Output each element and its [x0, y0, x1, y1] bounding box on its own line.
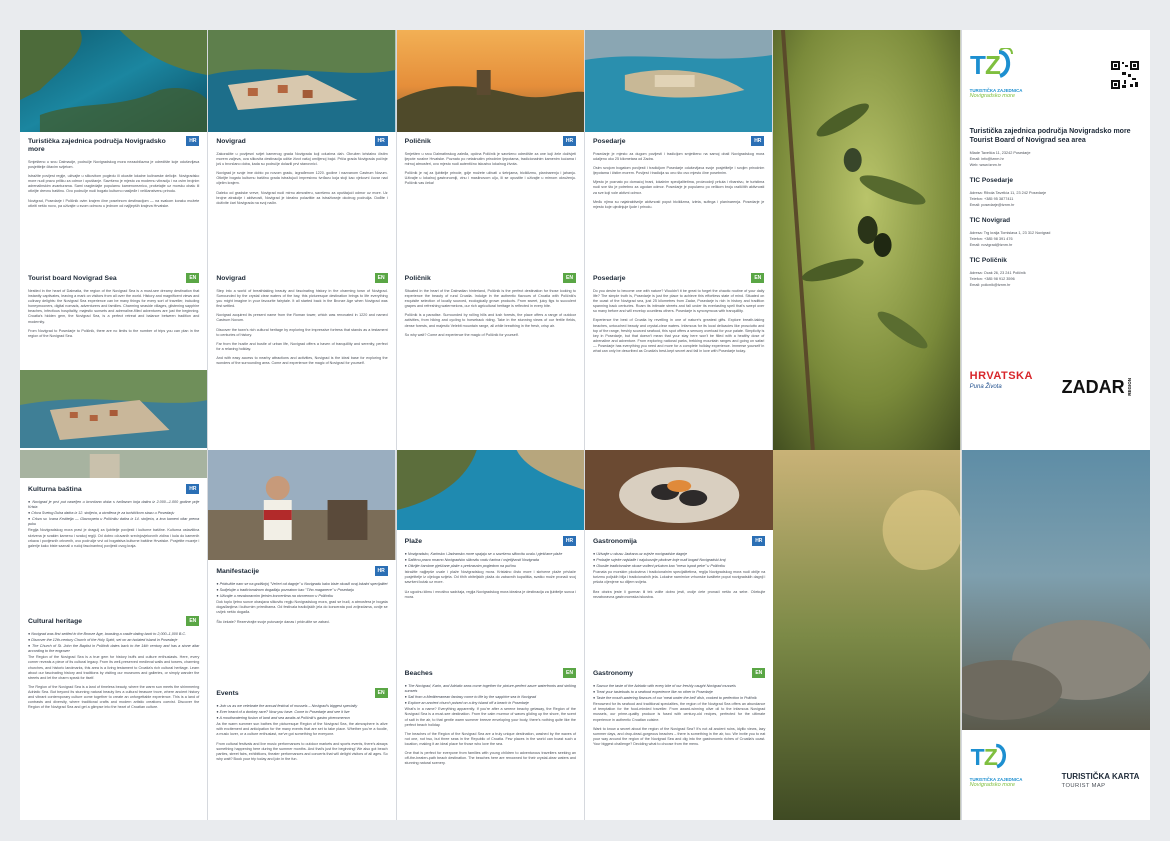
- sea-rocks-photo: [962, 450, 1150, 730]
- bullet-item: ● Crkva sv. Ivana Krstitelja — Glavocpeta u Poličniku datira iz 14. stoljeća, a ima kameni oltar prema puku: [28, 517, 200, 527]
- section-title: Cultural heritage: [28, 618, 83, 625]
- section-title: Poličnik: [404, 138, 431, 145]
- bullet-item: ● Join us as we celebrate the annual festival of mussels – Novigrad's biggest specialty: [216, 704, 358, 708]
- section-title: Posedarje: [592, 275, 626, 282]
- paragraph: Renowned for its seafood and traditional specialties, the region of the Novigrad Sea offers an abundance of temptation for the food-minded traveller. From award-winning olive oil to the infamous Novigrad mussels, our prime-quality produce is fused with century-old recipes, perfected for the ultimate experience in authentic Croatian cuisine.: [592, 702, 766, 722]
- paragraph: Dok toplo ljetno sunce obasjava slikovitu regiju Novigradskog mora, grad se budi, a atmosfera je bogata događanjima i kulturnim priredbama. Od festivala tradicijskih jela do koncerata pod zvijezdama, ovdje se uvijek nešto događa.: [216, 600, 388, 615]
- badge-hr: HR: [375, 136, 388, 146]
- paragraph: Novigrad, Posedarje i Poličnik ovim krajem čine posebnom destinacijom — na svakom koraku možete otkriti nešto novo, pa uživajte u svom odmoru u jednom od najljepših krajeva Hrvatske.: [28, 198, 200, 208]
- org-title: Turistička zajednica područja Novigradsko more Tourist Board of Novigrad sea area: [969, 128, 1131, 144]
- paragraph: Osim svojom bogatom povijesti i tradicijom Posedarje oduševljava svoje posjetitelje i svojim prirodnim ljepotama i čistim morem. Povijest i tradicija su ono što ovo mjesto čine posebnim.: [592, 166, 765, 176]
- tz-logo-line1: TURISTIČKA ZAJEDNICA: [969, 88, 1023, 93]
- church-photo: [20, 450, 207, 478]
- zadar-logo-text: ZADAR: [1061, 376, 1125, 397]
- posedarje-peninsula-photo: [585, 30, 772, 132]
- map-title-block: [1062, 772, 1140, 789]
- bullet-item: ● Uživajte u nezaboravnim ljetnim koncertima na otvorenom u Poličniku: [216, 594, 334, 599]
- section-events-en: [216, 690, 387, 766]
- cover-panel: [962, 730, 1150, 820]
- badge-en: EN: [186, 616, 199, 626]
- svg-text:Z: Z: [983, 743, 998, 770]
- section-title: Novigrad: [216, 275, 246, 282]
- paragraph: From cultural festivals and live music performances to outdoor markets and sports events, there's always something happening here during the summer months. And that's just the beginning! We also got beach parties, street fairs, exhibitions, theater performances and concerts that will delight visitors of all ages. So why wait? Book your trip today and join in the fun.: [216, 741, 388, 761]
- cover-logo-line1: TURISTIČKA ZAJEDNICA: [969, 777, 1023, 782]
- section-tz-hr: [28, 138, 199, 213]
- badge-en: EN: [563, 273, 576, 283]
- bullet-item: ● Novigradsko, Karinsko i Jadransko more spajaju se u savršenu slikovitu uvalu i pješčane plaže: [404, 552, 563, 556]
- cover-tz-logo: [970, 742, 1050, 802]
- paragraph: So why wait? Come and experience the magic of Poličnik for yourself.: [404, 332, 519, 337]
- olive-branch-photo: [773, 30, 960, 450]
- tz-logo-line2: Novigradsko more: [969, 93, 1016, 99]
- section-culture-en: [28, 618, 199, 714]
- paragraph: Istražite najljepše uvale i plaže Novigradskog mora. Kristalno čisto more i skrivene plaže privlače posjetitelje iz cijeloga svijeta. Od tihih obiteljskih plaža do zabavnih kupališta, svatko može pronaći svoj savršeni kutak uz more.: [404, 570, 576, 585]
- paragraph: Regija Novigradskog mora pravi je dragulj za ljubitelje povijesti i kulturne baštine. Kulturna ostavština skrivena je svakim kamenu i svakoj regiji. Od dobro očuvanih srednjovjekovnih zidina i kula do kamenih crkava i povijesnih crkvenih, ovo područje vrvi od bogatstva kulturne baštine Hrvatske. Posjetite muzeje i galerije kako biste saznali o rudoj fascinantnoj povijesti ovog kraja.: [28, 528, 200, 548]
- lower-row: [20, 450, 773, 820]
- section-tz-en: [28, 275, 199, 343]
- bullet-item: ● The Church of St. John the Baptist in Poličnik dates back to the 14th century and has a stone altar according to the engraver: [28, 644, 200, 654]
- bullet-item: ● Sail from a Mediterranean fantasy come to life by the sapphire sea in Novigrad: [404, 695, 537, 700]
- bullet-item: ● Saftirnu pravo rmarno Novigradsko slikovitu vodu čarima i osjetljivosti Novigrada: [404, 558, 539, 563]
- paragraph: Want to know a secret about the region of the Novigrad Sea? It's not all ancient ruins, idyllic views, lazy summer days, and drop-dead-gorgeous beaches – there is something in the air, too. We invite you to eat your way around the region of the Novigrad Sea and dig into the gastronomic riches of Croatia's coast. Your biggest challenge? Deciding what to choose from the menu.: [592, 726, 766, 746]
- sunset-fortress-photo: [397, 30, 584, 132]
- bullet-item: ● Novigrad je prvi put naseljen u brončano doba s tvrđavom koja datira iz 2.000.–1.000 godine prije Krista: [28, 500, 200, 510]
- hrvatska-logo-text: HRVATSKA: [969, 370, 1033, 382]
- paragraph: The beaches of the Region of the Novigrad Sea are a truly unique destination, washed by the waves of not one, not two, but three seas in the Republic of Croatia. Few places in the world can boast such a location, making it an ideal place for those who love the sea.: [404, 731, 576, 746]
- bullet-item: ● Savour the taste of the Adriatic with every bite of our freshly caught Novigrad mussels: [592, 684, 736, 688]
- bullet-item: ● Uživajte u okusu Jadrana uz svježe novigradske dagnje: [592, 552, 688, 556]
- tic-novigrad-address: Adresa: Trg kralja Tomislava 1, 23 312 Novigrad: [969, 231, 1051, 235]
- bullet-item: ● Sudjelujte u tradicionalnom događaju poznatom kao "Tiho maganece" u Posedarju: [216, 588, 354, 593]
- tic-posedarje-title: TIC Posedarje: [969, 177, 1013, 184]
- bullet-item: ● Pridružite nam se na godišnjoj "Večeri od dagnje" u Novigradu kako biste okusili ovaj lokalni specijalitet: [216, 582, 388, 586]
- paragraph: Nestled in the heart of Dalmatia, the region of the Novigrad Sea is a must-see dreamy destination that instantly captivates, leaving a mark on visitors from all over the world. History and magnificent views and culinary delights: the Novigrad Sea experience can be many things for every sort of traveller, including honeymooners, digital nomads, adventurers and families. Charming seaside villages, glistening sapphire beaches, infectious hospitality, majestic sunsets and adrenaline-filled adventures are just the beginning. Croatia's hidden gem, the Novigrad Sea, is a perfect retreat and balance between tradition and modernity.: [28, 289, 200, 324]
- paragraph: Među njima su najatraktivnije aktivnosti poput biciklizma, izleta, sufinga i planinarenja. Posedarje je mjesto koje ujedinjuje ljude i prirodu.: [592, 199, 765, 209]
- tic-novigrad-phone: Telefon: +385 98 391 476: [969, 237, 1013, 241]
- badge-hr: HR: [186, 484, 199, 494]
- panel-culture: [20, 450, 208, 820]
- region-logo-text: REGION: [1126, 378, 1132, 396]
- paragraph: Bez obzira jeste li gurman ili tek volite dobro jesti, ovdje ćete pronaći nešto za sebe. Očekujte nezaboravna gastronomska iskustva.: [592, 589, 766, 599]
- paragraph: Posedarje je mjesto za dugom povijesti i tradicijom smješteno na samoj obali Novigradskog mora udaljeno oko 25 kilometara od Zadra.: [592, 152, 765, 162]
- paragraph: Što čekate? Rezervirajte svoje putovanje danas i pridružite se zabavi.: [216, 619, 330, 624]
- paragraph: As the warm summer sun bathes the picturesque Region of the Novigrad Sea, the atmosphere is alive with excitement and anticipation for the many events that are set to take place. Whether you're a foodie, a music lover, or a culture enthusiast, we've got something for everyone.: [216, 722, 388, 737]
- paragraph: Step into a world of breathtaking beauty and fascinating history in the charming town of Novigrad. Surrounded by the crystal clear waters of the bay, this picturesque destination brings to life everything you might imagine in your favourite fairytale. It all started back in the Bronze Age when Novigrad was first settled.: [216, 289, 388, 309]
- section-beaches-hr: [405, 538, 576, 604]
- paragraph: Poličnik je raj za ljubitelje prirode, gdje možete uživati u šetnjama, biciklizmu, planinarenju i jahanju. Uživajte u lokalnoj gastronomiji, vinu i maslinovom ulju, ili se opustite i uživajte u mirnom okruženju. Poličnik vas čeka!: [404, 171, 576, 186]
- section-title: Novigrad: [216, 138, 246, 145]
- svg-text:Z: Z: [984, 50, 1001, 80]
- paragraph: Mjesto je poznato po domaćoj hrani, lokalnim specijalitetima, proizvodnji pršuta i ribarstvu, te turistima nudi sve što je potrebno za ugodan odmor. Posedarje je popularno po velikom broju različitih aktivnosti za sve koji vole aktivni odmor.: [592, 180, 765, 195]
- org-email[interactable]: Email: info@tznm.hr: [969, 157, 1004, 161]
- paragraph: Daleko od gradske vreve, Novigrad nudi mirnu atmosferu, savršenu za opuštajući odmor uz more. Uz brojne atrakcije i aktivnosti, Novigrad je idealno polazište za istraživanje okolnog područja. Dođite i doživite čari Novigrada na svoj način.: [216, 190, 388, 205]
- badge-hr: HR: [563, 136, 576, 146]
- tic-novigrad-email[interactable]: Email: novigrad@tznm.hr: [969, 243, 1013, 247]
- badge-en: EN: [751, 273, 764, 283]
- bullet-item: ● Okusite tradicionalne okuse vođeni pršutom kao "meso ispod peke" u Poličniku: [592, 564, 726, 569]
- paragraph: Novigrad acquired its present name from the Roman tower, which was renovated in 1220 and named Castrum Novum.: [216, 313, 388, 323]
- paragraph: Uz ugodnu klimu i mnoštvo sadržaja, regija Novigradskog mora idealna je destinacija za ljubitelje sunca i mora.: [404, 589, 576, 599]
- tz-logo: [970, 48, 1060, 100]
- bullet-item: ● Discover the 12th-century Church of the Holy Spirit, set on an isolated island in Posedarje: [28, 638, 178, 643]
- paragraph: One that is perfect for everyone from families with young children to adventurous travellers seeking an off-the-beaten-path beach destination. The beaches here are renowned for their crystal-clear waters and stunning natural scenery.: [404, 751, 576, 766]
- svg-text:T: T: [970, 743, 985, 770]
- section-title: Gastronomija: [592, 538, 637, 545]
- paragraph: Discover the town's rich cultural heritage by exploring the impressive fortress that stands as a testament to centuries of history.: [216, 327, 388, 337]
- tic-posedarje-email[interactable]: Email: posedarje@tznm.hr: [969, 203, 1015, 207]
- section-gastro-hr: [593, 538, 765, 604]
- badge-hr: HR: [186, 136, 199, 146]
- badge-hr: HR: [751, 136, 764, 146]
- info-panel: [962, 30, 1150, 450]
- cover-logo-line2: Novigradsko more: [969, 782, 1016, 788]
- bullet-item: ● Probajte svježe najslađe i najukusnije plodove koje nudi bogati Novigradski kraj: [592, 558, 726, 563]
- section-culture-hr: [28, 486, 199, 553]
- bullet-item: ● Novigrad was first settled in the Bronze Age, boasting a castle dating back to 2,000–1,000 B.C.: [28, 632, 187, 636]
- panel-gastronomy: [585, 450, 773, 820]
- tic-policnik-title: TIC Poličnik: [969, 257, 1007, 264]
- panel-6: [962, 30, 1150, 820]
- bullet-item: ● Taste the mouth-watering flavours of our 'meat under the bell' dish, cooked to perfection in Poličnik: [592, 696, 757, 701]
- section-posedarje-en: [593, 275, 764, 358]
- hrvatska-logo: [970, 370, 1040, 410]
- bullet-item: ● Ever heard of a donkey race? Now you have. Come to Posedarje and see it live: [216, 710, 350, 715]
- badge-hr: HR: [375, 566, 388, 576]
- seafood-dish-photo: [585, 450, 773, 530]
- novigrad-town-photo: [208, 30, 395, 132]
- section-title: Posedarje: [592, 138, 626, 145]
- bullet-item: ● Otkrijte čarobne pješčane plaže s prekrasnim pogledom na pučinu: [404, 564, 516, 569]
- paragraph: Poličnik is a paradise. Surrounded by rolling hills and lush forests, the place offers a range of outdoor activities, from hiking and cycling to horseback riding. Take in the stunning views of our fertile fields, dense forests, and majestic Velebit mountain range, all while breathing in the fresh, crisp air.: [404, 313, 576, 328]
- paragraph: From Novigrad to Posedarje to Poličnik, there are no limits to the number of trips you can plan in the region of the Novigrad Sea.: [28, 328, 200, 338]
- paragraph: Poznata po morskim plodovima i tradicionalnim specijalitetima, regija Novigradskog mora nudi obilje na turizmu poljskih bilja i tradicionalnih jela. Lokalne namirnice vrhunske kvalitete poput novigradskih dagnji i pršuta cijenjene su diljem svijeta.: [592, 570, 766, 585]
- badge-en: EN: [752, 668, 765, 678]
- bullet-item: ● Explore an ancient church poised on a tiny island off a beach in Posedarje: [404, 701, 529, 706]
- paragraph: Experience the best of Croatia by revelling in one of nature's greatest gifts. Explore breath-taking beaches, untouched beauty and crystal-clear waters. Infamous for its local delicacies like prosciutto and top of the range, freshly sourced seafood, this spot offers a sensory overload for your palate. Simplicity is key in Posedarje, but that doesn't mean that your stay here won't be filled with a healthy dose of adrenaline and adventure. From exploring national parks, trekking mountain ranges and going on safari — Posedarje has everything you need and more for a complete holiday experience. Immerse yourself in what can only be described as Croatia's best-kept secret and fall in love with Posedarje today.: [592, 318, 765, 354]
- map-subtitle: TOURIST MAP: [1061, 783, 1106, 789]
- paragraph: Far from the hustle and bustle of urban life, Novigrad offers a haven of tranquillity and serenity, perfect for a relaxing holiday.: [216, 341, 388, 351]
- field-sunset-photo: [773, 450, 960, 820]
- section-novigrad-en: [216, 275, 387, 370]
- contact-info: [970, 118, 1142, 288]
- tic-novigrad-title: TIC Novigrad: [969, 217, 1011, 224]
- badge-en: EN: [563, 668, 576, 678]
- section-events-hr: [216, 568, 387, 629]
- tzn-logo-icon: [970, 742, 1010, 772]
- section-title: Gastronomy: [592, 670, 634, 677]
- paragraph: Do you desire to become one with nature? Wouldn't it be great to forget the chaotic routine of your daily life? The simple truth is, Posedarje is just the place to achieve this effortless state of mind. Situated on the coast of the Novigrad sea, just 25 kilometres from Zadar, Posedarje is rich in history and tradition spanning back centuries. Roam its intimate streets and fall under its everlasting spell that's swept over so many before and will envelop countless others. Posedarje is synonymous with tranquillity.: [592, 289, 765, 314]
- badge-en: EN: [186, 273, 199, 283]
- section-beaches-en: [405, 670, 576, 770]
- panel-5: [773, 30, 961, 820]
- tic-policnik-address: Adresa: Ocak 26, 23 241 Poličnik: [969, 271, 1026, 275]
- bullet-item: ● Crkva Svetog Duha datira iz 12. stoljeća, a utvrđena je za turističkom stazu u Posedarju: [28, 511, 175, 516]
- tic-policnik-phone: Telefon: +385 98 912 3596: [969, 277, 1015, 281]
- paragraph: What's in a name? Everything apparently. If you're after a serene beachy getaway, the Region of the Novigrad Sea is a must-see destination. From the calm murmur of waves gliding up the shore, the scent of salt in the air, to that gentle warm summer breeze enveloping your body, there's nothing quite like the perfect beach holiday.: [404, 707, 576, 727]
- paragraph: The Region of the Novigrad Sea is a land of timeless beauty, where the warm sun meets the shimmering Adriatic Sea. But beyond its stunning natural beauty lies a cultural treasure trove, where ancient history and vibrant contemporary culture come together to create an unforgettable experience. This is a land of contrasts and diversity, where traditional crafts and modern artistic creations coexist. Discover the Region of the Novigrad Sea and get a glimpse into the heart of Croatian culture.: [28, 684, 200, 710]
- qr-code-icon: [1110, 60, 1140, 90]
- badge-en: EN: [375, 273, 388, 283]
- tic-policnik-email[interactable]: Email: policnik@tznm.hr: [969, 283, 1011, 287]
- beach-aerial-photo: [397, 450, 584, 530]
- badge-hr: HR: [752, 536, 765, 546]
- paragraph: Smješten u srcu Dalmatinskog zaleđa, općina Poličnik je savršeno odredište za one koji žele doživjeti ljepote ruralne Hrvatske. Poznato po netaknutim prirodnim ljepotama, tradicionalnim kamenim kućama i mirnoj atmosferi, ovo mjesto nudi autentično iskustvo lokalnog života.: [404, 152, 576, 167]
- tic-posedarje-phone: Telefon: +385 95 3877411: [969, 197, 1014, 201]
- paragraph: And with easy access to nearby attractions and activities, Novigrad is the ideal base for exploring the wonders of the surrounding area. Come and experience the magic of Novigrad for yourself.: [216, 355, 388, 366]
- bullet-item: ● A mouthwatering fusion of land and sea awaits at Poličnik's gastro phenomenon: [216, 716, 350, 721]
- paragraph: Zakoračite u povijesni svijet kamenog grada Novigrada koji oduzima dah. Okružen kristalno čistim morem zaljeva, ova slikovita destinacija udiše život vašoj omiljenoj bajci. Priča grada Novigrada počinje još u brončano doba, kada su područje dolazili prvi stanovnici.: [216, 152, 388, 167]
- org-web[interactable]: Web: www.tznm.hr: [969, 163, 1002, 167]
- section-title: Plaže: [404, 538, 423, 545]
- section-title: Beaches: [404, 670, 433, 677]
- aerial-coast-photo: [20, 30, 207, 132]
- hrvatska-tagline: Puna Života: [969, 384, 1002, 390]
- map-title: TURISTIČKA KARTA: [1061, 772, 1140, 781]
- section-title: Events: [216, 690, 239, 697]
- panel-beaches: [397, 450, 585, 820]
- paragraph: Novigrad je svoje ime dobio po novom gradu, izgrađenom 1220. godine i nazvanom Castrum Novum. Otkrijte bogatu kulturnu baštinu grada istražujući impresivnu tvrđavu koja stoji kao vjekovni čuvar nad cijelim krajem.: [216, 171, 388, 186]
- paragraph: Smješteno u srcu Dalmacije, područje Novigradskog mora nezaobilazna je odredište koje oduševljava posjetitelje čitavim svijetom.: [28, 160, 200, 170]
- section-policnik-en: [405, 275, 576, 342]
- badge-en: EN: [375, 688, 388, 698]
- tzn-logo-icon: [970, 48, 1014, 82]
- section-title: Kulturna baština: [28, 486, 82, 493]
- bullet-item: ● Treat your tastebuds to a seafood experience like no other in Posedarje: [592, 690, 713, 695]
- paragraph: Situated in the heart of the Dalmatian hinterland, Poličnik is the perfect destination for those looking to experience the beauty of rural Croatia. Indulge in the authentic flavours of Croatia with Poličnik's exquisite selection of locally sourced, ecologically grown products. From sweet, juicy figs to succulent grapes and refreshing watermelons, our rich agricultural heritage is reflected in every bite.: [404, 289, 576, 309]
- svg-text:T: T: [969, 50, 986, 80]
- section-posedarje-hr: [593, 138, 764, 214]
- zadar-region-logo: [1062, 372, 1144, 402]
- section-policnik-hr: [405, 138, 576, 191]
- section-title: Turistička zajednica područja Novigradsko more: [28, 138, 166, 153]
- org-address: Mlade Tavelića 11, 23242 Posedarje: [969, 151, 1031, 155]
- bullet-item: ● The Novigrad, Karin, and Adriatic seas come together for picture-perfect azure waterfronts and striking sunsets: [404, 684, 576, 694]
- section-novigrad-hr: [216, 138, 387, 210]
- village-aerial-photo: [20, 370, 207, 448]
- panel-events: [208, 450, 396, 820]
- section-title: Tourist board Novigrad Sea: [28, 275, 117, 282]
- paragraph: The Region of the Novigrad Sea is a true gem for history buffs and culture enthusiasts. Here, every corner reveals a piece of its cultural legacy. From its well-preserved medieval walls and towers, charming churches, and historic landmarks, this area is a living testament to Croatia's rich cultural heritage. Learn about our fascinating history and traditions by visiting our museums and galleries, or simply wander the streets and let the charm speak for itself.: [28, 655, 200, 680]
- paragraph: Istražite povijest regije, uživajte u slikovitom pogledu ili okusite lokalne kulinarske delicije. Novigradsko more nudi pravu priliku za odmor i opuštanje. Savršeno je mjesto za modernu vibraciju i na ovim brojnim adrenalinskim avanturama. Sami razgledajte popularnu kamenoreznicu, prošetajte uz morsku obalu ili otkrijte drevnu baštinu. Ovo područje nudi bogato kulturno nasljeđe i veličanstvenu prirodu.: [28, 174, 200, 194]
- folk-dancer-photo: [208, 450, 395, 560]
- section-gastro-en: [593, 670, 765, 751]
- section-title: Manifestacije: [216, 568, 260, 575]
- badge-hr: HR: [563, 536, 576, 546]
- tic-posedarje-address: Adresa: Ribola Tavelića 11, 23 242 Posedarje: [969, 191, 1047, 195]
- section-title: Poličnik: [404, 275, 431, 282]
